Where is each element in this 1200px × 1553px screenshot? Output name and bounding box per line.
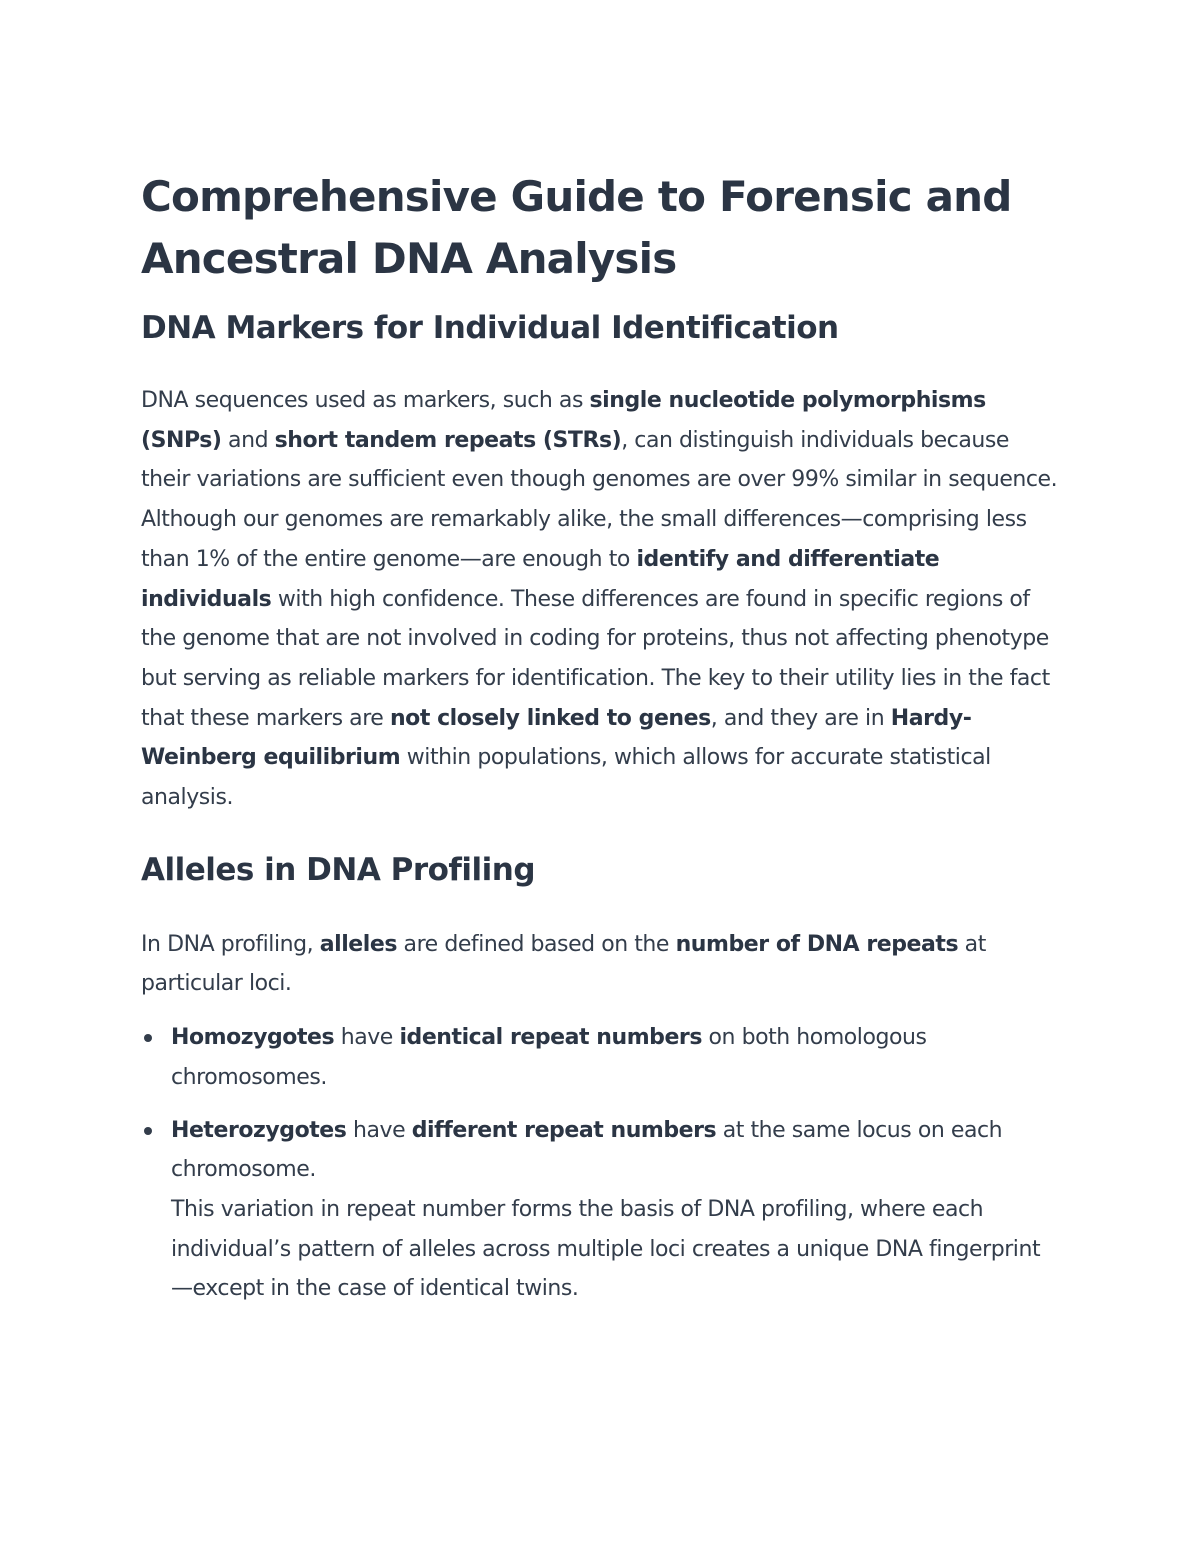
page-title-line-1: Comprehensive Guide to Forensic and [141,172,1012,221]
bold-term-not-linked: not closely linked to genes [389,705,711,731]
bold-term-hardy-weinberg: Hardy-Weinberg equilibrium [141,705,972,771]
text-run: on both homologous chromosomes. [171,1025,927,1090]
bold-term-strs: short tandem repeats (STRs) [274,427,622,453]
text-run: , and they are in [710,705,891,731]
text-run: at particular loci. [141,931,986,997]
page-title-line-2: Ancestral DNA Analysis [141,234,677,283]
page-title [141,166,1061,290]
text-run: , can distinguish individuals because their variations are sufficient even though genomes are over 99% similar in sequence. [141,427,1058,493]
section-heading-alleles: Alleles in DNA Profiling [141,851,536,888]
alleles-intro-paragraph [141,925,1061,1004]
text-run: Although our genomes are remarkably alike, the small differences—comprising less than 1% of the entire genome—are enough to [141,507,1027,572]
bold-term-repeats: number of DNA repeats [675,931,959,957]
dna-markers-paragraph [141,381,1061,818]
bold-term-heterozygotes: Heterozygotes [171,1117,347,1143]
text-run: DNA sequences used as markers, such as [141,388,590,413]
text-run: within populations, which allows for accurate statistical analysis. [141,745,991,811]
text-run: have [346,1117,412,1143]
list-item-homozygotes [141,1018,1061,1097]
section-heading-dna-markers: DNA Markers for Individual Identification [141,310,839,346]
bullet-dot-icon [144,1034,152,1042]
text-run: at the same locus on each chromosome. [171,1117,1003,1183]
bold-term-alleles: alleles [319,931,397,957]
text-run: are defined based on the [397,931,676,957]
bullet-dot-icon [144,1127,152,1135]
allele-bullet-list [141,1018,1061,1309]
text-run: have [334,1025,400,1051]
bold-term-snps: single nucleotide polymorphisms (SNPs) [141,388,986,453]
bold-term-identical-repeats: identical repeat numbers [399,1025,702,1051]
bold-term-homozygotes: Homozygotes [171,1025,335,1051]
text-run: with high confidence. These differences are found in specific regions of the genome that are not involved in coding for proteins, thus not affecting phenotype but serving as reliable markers for identification. The key to their utility lies in the fact that these markers are [141,586,1050,731]
bold-term-different-repeats: different repeat numbers [411,1117,717,1143]
list-item-heterozygotes [141,1111,1061,1310]
bullet-continuation-text: This variation in repeat number forms the basis of DNA profiling, where each individual’s pattern of alleles across multiple loci creates a unique DNA fingerprint—except in the case of identical twins. [171,1196,1041,1302]
text-run: In DNA profiling, [141,931,320,957]
bold-term-identify: identify and differentiate individuals [141,546,940,612]
document-page [141,166,1061,1309]
text-run: and [221,427,275,453]
